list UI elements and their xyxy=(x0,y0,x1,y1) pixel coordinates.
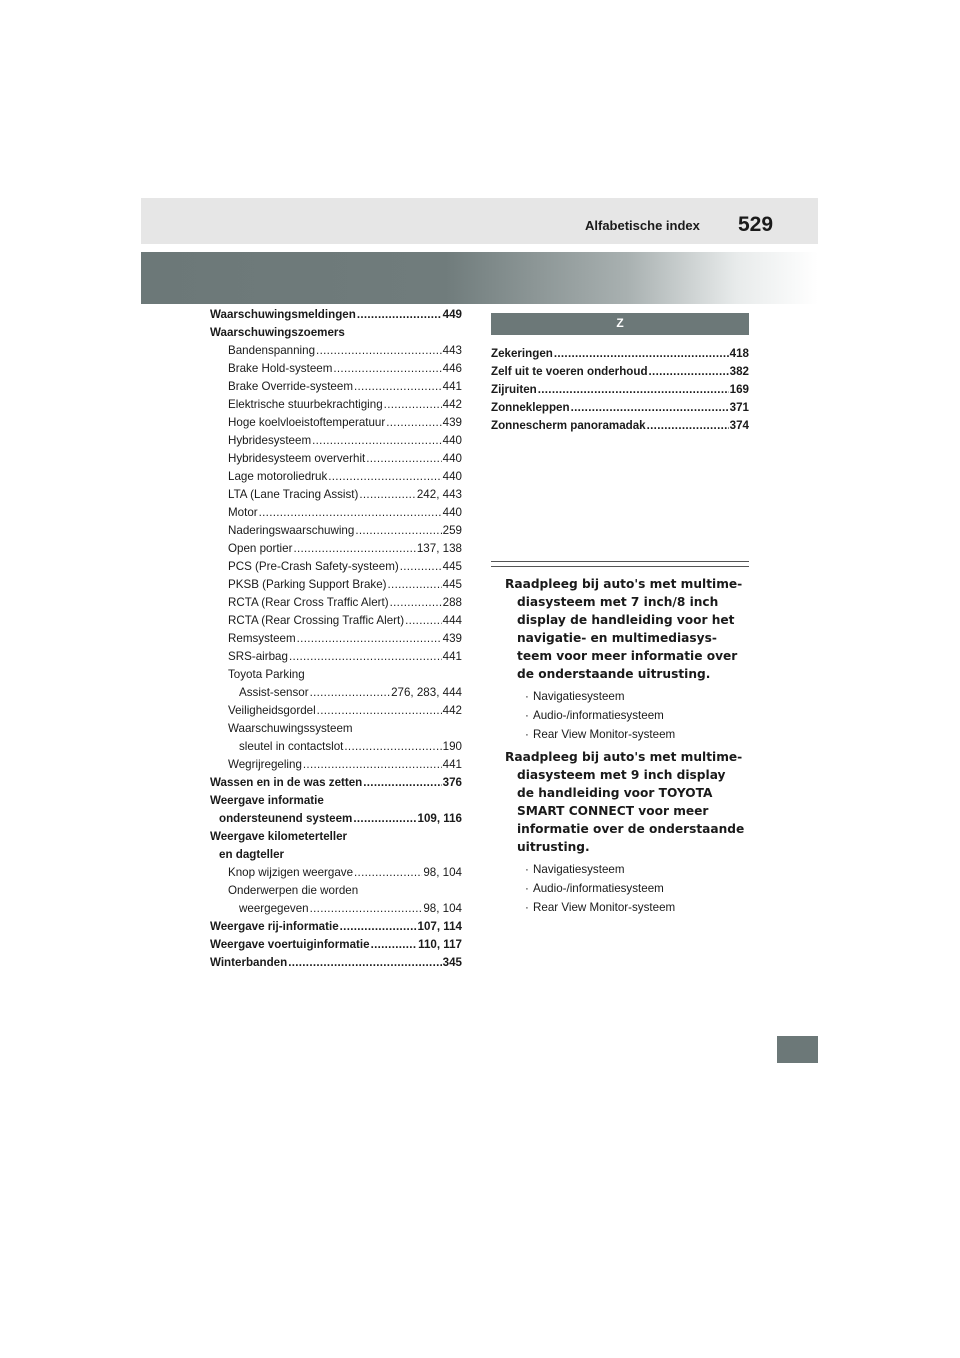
index-entry xyxy=(210,954,462,972)
index-entry xyxy=(210,450,462,468)
index-entry xyxy=(210,936,462,954)
dot-leader xyxy=(400,558,442,576)
note-heading-line: diasysteem met 7 inch/8 inch xyxy=(517,595,719,609)
index-entry-page: 109, 116 xyxy=(417,812,462,825)
index-column-right xyxy=(491,313,749,435)
index-entry xyxy=(210,558,462,576)
index-entry-page: 440 xyxy=(442,506,462,519)
index-entry xyxy=(210,468,462,486)
index-entry xyxy=(210,828,462,846)
dot-leader xyxy=(359,486,415,504)
index-entry xyxy=(210,612,462,630)
index-entry-page: 440 xyxy=(442,434,462,447)
index-entry-term: PKSB (Parking Support Brake) xyxy=(228,578,387,591)
note-heading-line: teem voor meer informatie over xyxy=(517,649,738,663)
index-entry-term: Hybridesysteem oververhit xyxy=(228,452,366,465)
index-entry xyxy=(210,504,462,522)
index-entry xyxy=(210,522,462,540)
list-item xyxy=(505,898,751,917)
index-entry-page: 259 xyxy=(442,524,462,537)
dot-leader xyxy=(293,540,415,558)
dot-leader xyxy=(333,360,441,378)
index-entry xyxy=(210,810,462,828)
index-entry-page: 443 xyxy=(442,344,462,357)
dot-leader xyxy=(297,630,442,648)
index-entry xyxy=(210,594,462,612)
note-heading-line: de handleiding voor TOYOTA xyxy=(517,786,713,800)
index-entry xyxy=(491,381,749,399)
index-entry-page: 449 xyxy=(442,308,462,321)
dot-leader xyxy=(357,306,442,324)
dot-leader xyxy=(384,396,442,414)
index-entry-page: 441 xyxy=(442,380,462,393)
index-entry-term: Hybridesysteem xyxy=(228,434,312,447)
index-entry-term: Weergave informatie xyxy=(210,794,324,807)
index-entry xyxy=(210,738,462,756)
dot-leader xyxy=(259,504,442,522)
index-entry-page: 441 xyxy=(442,758,462,771)
index-entry xyxy=(210,918,462,936)
index-entry xyxy=(210,666,462,684)
z-entries xyxy=(491,345,749,435)
multimedia-notes xyxy=(505,575,751,921)
index-entry-term: Onderwerpen die worden xyxy=(228,884,359,897)
index-entry-page: 444 xyxy=(442,614,462,627)
index-entry-page: 442 xyxy=(442,398,462,411)
index-entry-term: Brake Hold-systeem xyxy=(228,362,333,375)
note-heading xyxy=(505,575,751,683)
dot-leader xyxy=(363,774,441,792)
dot-leader xyxy=(317,702,442,720)
index-entry-term: Zonnekleppen xyxy=(491,401,570,414)
index-entry xyxy=(210,756,462,774)
index-entry xyxy=(210,648,462,666)
bullet-icon: · xyxy=(525,863,529,876)
dot-leader xyxy=(571,399,729,417)
index-entry xyxy=(210,486,462,504)
index-entry xyxy=(210,630,462,648)
index-entry xyxy=(210,306,462,324)
index-entry-term: Weergave rij-informatie xyxy=(210,920,339,933)
index-entry-term: Winterbanden xyxy=(210,956,288,969)
dot-leader xyxy=(554,345,729,363)
index-entry-term: Brake Override-systeem xyxy=(228,380,353,393)
index-entry-term: Bandenspanning xyxy=(228,344,316,357)
index-entry-term: SRS-airbag xyxy=(228,650,288,663)
index-entry xyxy=(210,414,462,432)
index-entry-page: 98, 104 xyxy=(423,866,462,879)
index-entry xyxy=(491,345,749,363)
index-entry-page: 137, 138 xyxy=(416,542,462,555)
index-entry-page: 107, 114 xyxy=(417,920,462,933)
index-entry-term: Motor xyxy=(228,506,258,519)
index-entry xyxy=(210,882,462,900)
index-entry-page: 374 xyxy=(729,419,749,432)
index-entry xyxy=(210,324,462,342)
index-entry xyxy=(491,363,749,381)
dot-leader xyxy=(310,900,423,918)
index-entry xyxy=(210,684,462,702)
index-entry-term: Elektrische stuurbekrachtiging xyxy=(228,398,383,411)
dot-leader xyxy=(288,954,441,972)
header-band xyxy=(141,252,818,304)
index-entry-term: Remsysteem xyxy=(228,632,296,645)
index-entry-term: Zekeringen xyxy=(491,347,553,360)
index-entry xyxy=(210,792,462,810)
index-entry-page: 288 xyxy=(442,596,462,609)
index-entry-term: weergegeven xyxy=(239,902,309,915)
index-entry-term: Knop wijzigen weergave xyxy=(228,866,354,879)
index-entry-page: 345 xyxy=(442,956,462,969)
dot-leader xyxy=(344,738,441,756)
note-heading xyxy=(505,748,751,856)
note-item-text: Rear View Monitor-systeem xyxy=(533,901,676,914)
note-heading-line: uitrusting. xyxy=(517,840,590,854)
index-entry-term: Wegrijregeling xyxy=(228,758,302,771)
list-item xyxy=(505,687,751,706)
index-entry-page: 276, 283, 444 xyxy=(391,686,462,699)
note-heading-line: display de handleiding voor het xyxy=(517,613,735,627)
index-entry-term: PCS (Pre-Crash Safety-systeem) xyxy=(228,560,399,573)
index-entry-page: 445 xyxy=(442,578,462,591)
index-entry xyxy=(210,360,462,378)
index-entry xyxy=(210,720,462,738)
bullet-icon: · xyxy=(525,882,529,895)
note-item-text: Navigatiesysteem xyxy=(533,863,625,876)
dot-leader xyxy=(353,810,416,828)
dot-leader xyxy=(355,522,441,540)
dot-leader xyxy=(386,414,441,432)
dot-leader xyxy=(647,417,729,435)
index-entry-term: Lage motoroliedruk xyxy=(228,470,328,483)
dot-leader xyxy=(390,594,442,612)
index-entry-term: Waarschuwingsmeldingen xyxy=(210,308,356,321)
index-entry-term: Zijruiten xyxy=(491,383,537,396)
index-entry xyxy=(491,417,749,435)
index-entry-page: 418 xyxy=(729,347,749,360)
note-item-list xyxy=(505,687,751,744)
index-entry xyxy=(210,540,462,558)
index-entry-page: 98, 104 xyxy=(423,902,462,915)
index-entry-term: Zonnescherm panoramadak xyxy=(491,419,646,432)
index-entry xyxy=(210,378,462,396)
index-column-left xyxy=(210,306,462,972)
index-entry-page: 445 xyxy=(442,560,462,573)
dot-leader xyxy=(538,381,729,399)
index-entry-term: RCTA (Rear Cross Traffic Alert) xyxy=(228,596,389,609)
index-entry-page: 110, 117 xyxy=(418,938,462,951)
dot-leader xyxy=(340,918,417,936)
index-entry-term: Naderingswaarschuwing xyxy=(228,524,355,537)
index-entry-term: sleutel in contactslot xyxy=(239,740,344,753)
index-entry-page: 439 xyxy=(442,416,462,429)
index-entry-page: 440 xyxy=(442,470,462,483)
index-entry-page: 382 xyxy=(729,365,749,378)
dot-leader xyxy=(354,378,442,396)
note-heading-line: informatie over de onderstaande xyxy=(517,822,745,836)
index-entry xyxy=(210,774,462,792)
index-entry-page: 376 xyxy=(442,776,462,789)
list-item xyxy=(505,879,751,898)
index-entry-term: Weergave kilometerteller xyxy=(210,830,348,843)
index-entry-page: 442 xyxy=(442,704,462,717)
index-entry xyxy=(210,864,462,882)
index-entry xyxy=(491,399,749,417)
note-heading-line: de onderstaande uitrusting. xyxy=(517,667,711,681)
index-entry-term: Weergave voertuiginformatie xyxy=(210,938,370,951)
note-heading-line: Raadpleeg bij auto's met multime- xyxy=(505,750,743,764)
dot-leader xyxy=(366,450,441,468)
bullet-icon: · xyxy=(525,709,529,722)
index-entry-term: Assist-sensor xyxy=(239,686,309,699)
dot-leader xyxy=(405,612,442,630)
list-item xyxy=(505,860,751,879)
bullet-icon: · xyxy=(525,901,529,914)
dot-leader xyxy=(649,363,729,381)
list-item xyxy=(505,706,751,725)
index-entry-term: RCTA (Rear Crossing Traffic Alert) xyxy=(228,614,405,627)
double-divider xyxy=(491,561,749,567)
note-item-text: Audio-/informatiesysteem xyxy=(533,709,664,722)
index-entry xyxy=(210,342,462,360)
index-entry-term: Veiligheidsgordel xyxy=(228,704,316,717)
dot-leader xyxy=(388,576,442,594)
dot-leader xyxy=(371,936,418,954)
dot-leader xyxy=(328,468,441,486)
index-entry-term: ondersteunend systeem xyxy=(219,812,353,825)
index-entry xyxy=(210,702,462,720)
bullet-icon: · xyxy=(525,728,529,741)
note-item-text: Audio-/informatiesysteem xyxy=(533,882,664,895)
index-entry xyxy=(210,432,462,450)
dot-leader xyxy=(303,756,442,774)
dot-leader xyxy=(316,342,442,360)
index-entry-term: Zelf uit te voeren onderhoud xyxy=(491,365,648,378)
dot-leader xyxy=(310,684,390,702)
index-entry-term: Waarschuwingssysteem xyxy=(228,722,353,735)
index-entry-page: 440 xyxy=(442,452,462,465)
index-entry xyxy=(210,846,462,864)
dot-leader xyxy=(354,864,422,882)
header-bar xyxy=(141,198,818,244)
note-heading-line: navigatie- en multimediasys- xyxy=(517,631,717,645)
index-entry-page: 242, 443 xyxy=(416,488,462,501)
dot-leader xyxy=(312,432,442,450)
index-entry-page: 169 xyxy=(729,383,749,396)
index-entry-page: 446 xyxy=(442,362,462,375)
note-item-list xyxy=(505,860,751,917)
index-entry-term: Waarschuwingszoemers xyxy=(210,326,345,339)
section-title: Alfabetische index xyxy=(585,218,700,233)
bullet-icon: · xyxy=(525,690,529,703)
note-item-text: Rear View Monitor-systeem xyxy=(533,728,676,741)
note-heading-line: Raadpleeg bij auto's met multime- xyxy=(505,577,743,591)
index-entry xyxy=(210,576,462,594)
index-entry-term: en dagteller xyxy=(219,848,285,861)
index-entry-page: 439 xyxy=(442,632,462,645)
index-entry-term: Wassen en in de was zetten xyxy=(210,776,363,789)
index-entry-page: 190 xyxy=(442,740,462,753)
letter-heading-z: Z xyxy=(491,313,749,335)
note-heading-line: diasysteem met 9 inch display xyxy=(517,768,726,782)
index-entry-page: 371 xyxy=(729,401,749,414)
index-entry-term: Toyota Parking xyxy=(228,668,305,681)
index-entry-page: 441 xyxy=(442,650,462,663)
chapter-tab-marker xyxy=(777,1036,818,1063)
note-item-text: Navigatiesysteem xyxy=(533,690,625,703)
page-number: 529 xyxy=(738,213,774,236)
index-entry-term: Hoge koelvloeistoftemperatuur xyxy=(228,416,386,429)
list-item xyxy=(505,725,751,744)
index-entry xyxy=(210,900,462,918)
index-entry-term: LTA (Lane Tracing Assist) xyxy=(228,488,359,501)
dot-leader xyxy=(289,648,442,666)
index-entry-term: Open portier xyxy=(228,542,293,555)
index-entry xyxy=(210,396,462,414)
note-heading-line: SMART CONNECT voor meer xyxy=(517,804,709,818)
